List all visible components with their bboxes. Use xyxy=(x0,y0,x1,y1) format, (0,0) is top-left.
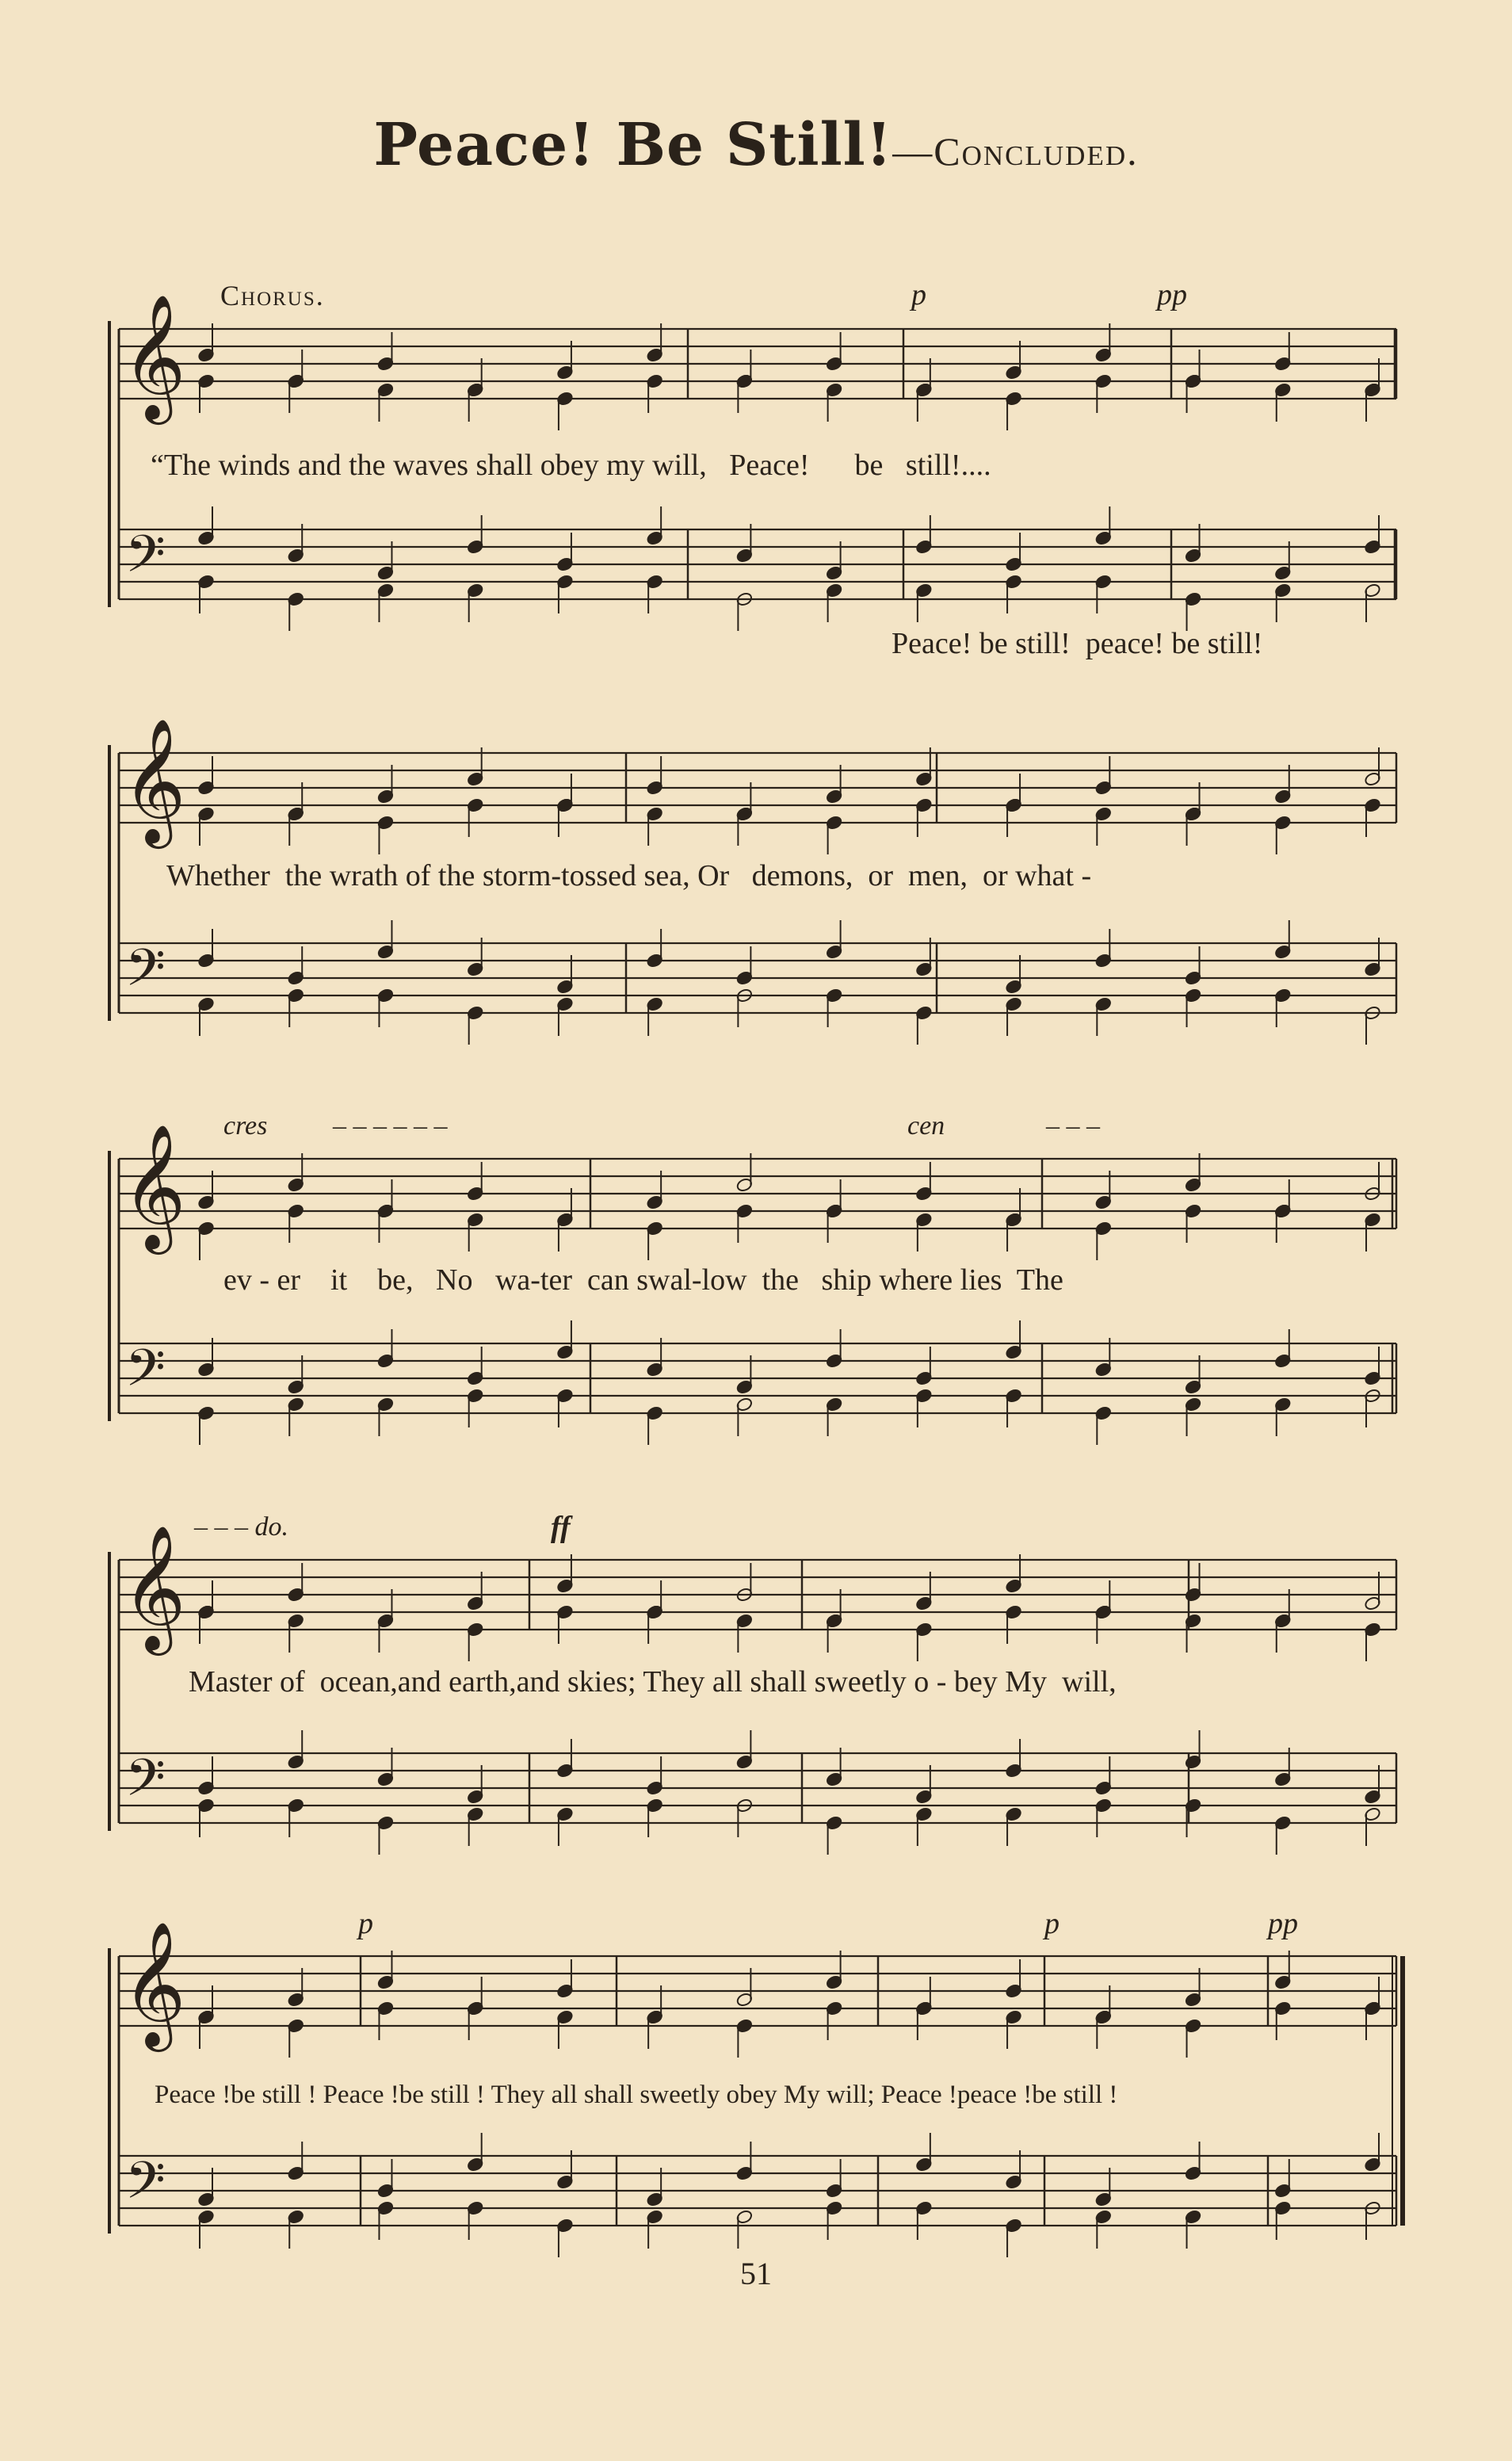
bass-clef-icon: 𝄢 xyxy=(125,523,166,597)
dynamic-cres: cres xyxy=(223,1111,268,1141)
lyric-line-1: “The winds and the waves shall obey my will, Peace! be still!.... xyxy=(151,449,991,482)
dynamic-p: p xyxy=(1044,1907,1060,1940)
bass-clef-icon: 𝄢 xyxy=(125,1747,166,1821)
treble-clef-icon: 𝄞 xyxy=(122,1920,186,2047)
dynamic-p: p xyxy=(911,278,926,311)
dynamic-pp: pp xyxy=(1157,278,1187,311)
bass-clef-icon: 𝄢 xyxy=(125,1337,166,1411)
dynamic-do: – – – do. xyxy=(194,1512,288,1542)
lyric-line-2: Whether the wrath of the storm-tossed sea, Or demons, or men, or what - xyxy=(166,859,1092,892)
lyric-line-5: Peace !be still ! Peace !be still ! They all shall sweetly obey My will; Peace !peace !be still ! xyxy=(155,2081,1118,2109)
dynamic-pp: pp xyxy=(1268,1907,1298,1940)
dynamic-cen-dashes: – – – xyxy=(1046,1111,1100,1141)
dynamic-p: p xyxy=(358,1907,373,1940)
title-main: Peace! Be Still! xyxy=(373,111,893,179)
lyric-line-1-bass: Peace! be still! peace! be still! xyxy=(892,627,1263,660)
dynamic-cres-dashes: – – – – – – xyxy=(333,1111,448,1141)
chorus-label: Chorus. xyxy=(220,280,325,311)
treble-clef-icon: 𝄞 xyxy=(122,717,186,844)
bass-clef-icon: 𝄢 xyxy=(125,937,166,1011)
treble-clef-icon: 𝄞 xyxy=(122,1123,186,1250)
page-number: 51 xyxy=(740,2256,772,2291)
lyric-line-4: Master of ocean,and earth,and skies; They all shall sweetly o - bey My will, xyxy=(189,1665,1117,1699)
bass-clef-icon: 𝄢 xyxy=(125,2150,166,2223)
dynamic-ff: ff xyxy=(551,1511,571,1544)
dynamic-cen: cen xyxy=(907,1111,945,1141)
treble-clef-icon: 𝄞 xyxy=(122,293,186,420)
treble-clef-icon: 𝄞 xyxy=(122,1524,186,1651)
lyric-line-3: ev - er it be, No wa-ter can swal-low the ship where lies The xyxy=(223,1263,1063,1297)
title-suffix: —Concluded. xyxy=(892,129,1139,174)
